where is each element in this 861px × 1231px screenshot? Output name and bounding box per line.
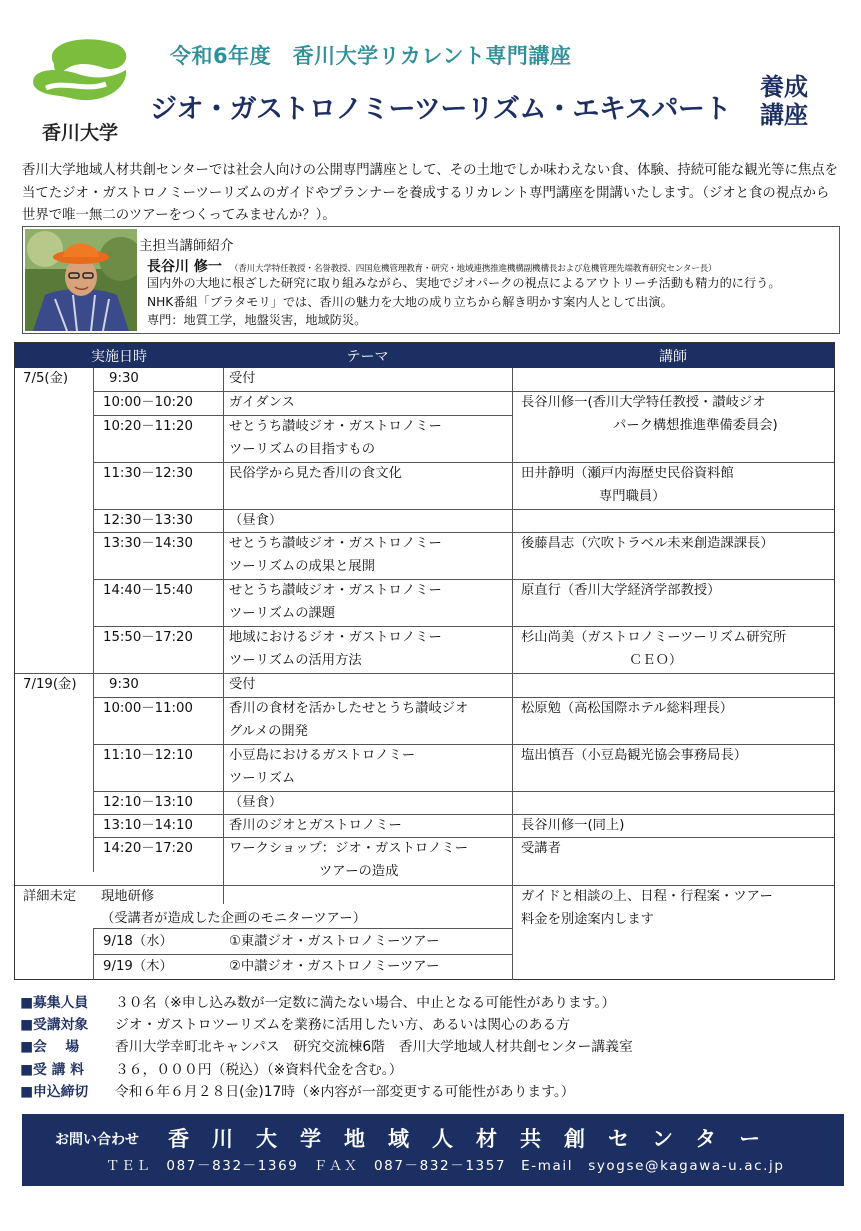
day-label: 詳細未定 <box>23 889 77 904</box>
info-value: ３０名（※申し込み数が一定数に満たない場合、中止となる可能性があります。） <box>115 995 616 1011</box>
session-time: 13:30－14:30 <box>103 536 193 551</box>
session-time: 12:10－13:10 <box>103 795 193 810</box>
session-lecturer: ガイドと相談の上、日程・行程案・ツアー <box>521 889 773 904</box>
info-row <box>20 1081 633 1103</box>
session-lecturer: パーク構想推進準備委員会) <box>613 418 778 433</box>
top-title: 令和6年度 香川大学リカレント専門講座 <box>170 44 572 68</box>
session-theme: せとうち讃岐ジオ・ガストロノミー <box>229 419 442 434</box>
session-lecturer: 長谷川修一(香川大学特任教授・讃岐ジオ <box>521 395 766 410</box>
tour-date: 9/18（水） <box>103 934 173 949</box>
session-lecturer: 専門職員） <box>599 489 666 504</box>
contact-label: お問い合わせ <box>55 1132 139 1148</box>
session-lecturer: 杉山尚美（ガストロノミーツーリズム研究所 <box>521 630 787 645</box>
session-theme: ツーリズム <box>229 771 296 786</box>
session-lecturer: 田井静明（瀬戸内海歴史民俗資料館 <box>521 466 734 481</box>
contact-footer <box>22 1114 844 1186</box>
session-theme: グルメの開発 <box>229 724 308 739</box>
lecturer-bio <box>147 274 781 330</box>
session-time: 10:00－11:00 <box>103 701 193 716</box>
info-value: ３６，０００円（税込）（※資料代金を含む。） <box>115 1061 403 1078</box>
info-row <box>20 1036 633 1058</box>
lecturer-name: 長谷川 修一 <box>147 259 222 275</box>
schedule-header <box>15 343 834 368</box>
field-trip-note: （受講者が造成した企画のモニターツアー） <box>101 911 367 926</box>
session-time: 14:20－17:20 <box>103 841 193 856</box>
lecturer-bio-line: 国内外の大地に根ざした研究に取り組みながら、実地でジオパークの視点によるアウトリーチ活動も精力的に行う。 <box>147 276 781 290</box>
info-label: ■受講対象 <box>20 1017 89 1034</box>
lecturer-box <box>22 226 840 334</box>
info-value: ジオ・ガストロツーリズムを業務に活用したい方、あるいは関心のある方 <box>115 1017 571 1034</box>
session-time: 9:30 <box>109 371 139 386</box>
info-value: 香川大学幸町北キャンパス 研究交流棟6階 香川大学地域人材共創センター講義室 <box>115 1039 633 1056</box>
session-time: 15:50－17:20 <box>103 630 193 645</box>
lecturer-bio-line: 専門：地質工学，地盤災害，地域防災。 <box>147 313 367 327</box>
info-label: ■申込締切 <box>20 1083 89 1100</box>
session-theme: ツーリズムの課題 <box>229 606 336 621</box>
tour-name: ①東讃ジオ・ガストロノミーツアー <box>229 934 440 949</box>
session-lecturer: 後藤昌志（穴吹トラベル未来創造課課長） <box>521 536 774 551</box>
contact-details[interactable]: ＴＥＬ 087－832－1369 ＦＡＸ 087－832－1357 E-mail syogse@kagawa-u.ac.jp <box>106 1158 785 1174</box>
session-time: 10:20－11:20 <box>103 419 193 434</box>
header-theme: テーマ <box>346 349 389 365</box>
session-time: 14:40－15:40 <box>103 583 193 598</box>
session-time: 9:30 <box>109 677 139 692</box>
course-info <box>20 992 633 1103</box>
session-lecturer: 原直行（香川大学経済学部教授） <box>521 583 721 598</box>
lecturer-affiliation: （香川大学特任教授・名誉教授、四国危機管理教育・研究・地域連携推進機構副機構長および危機管理先端教育研究センター長） <box>229 264 717 274</box>
schedule-table <box>14 342 835 980</box>
info-label: ■受 講 料 <box>20 1061 85 1078</box>
tour-date: 9/19（木） <box>103 959 173 974</box>
session-lecturer: 受講者 <box>521 841 561 856</box>
logo-mark-icon <box>24 30 136 120</box>
session-time: 12:30－13:30 <box>103 513 193 528</box>
info-value: 令和６年６月２８日(金)17時（※内容が一部変更する可能性があります。） <box>115 1083 575 1100</box>
field-trip-title: 現地研修 <box>101 889 155 904</box>
header-date: 実施日時 <box>91 349 147 365</box>
session-theme: ワークショップ：ジオ・ガストロノミー <box>229 841 469 856</box>
lecturer-bio-line: NHK番組「ブラタモリ」では、香川の魅力を大地の成り立ちから解き明かす案内人として出演。 <box>147 294 673 309</box>
session-theme: せとうち讃岐ジオ・ガストロノミー <box>229 583 442 598</box>
session-theme: せとうち讃岐ジオ・ガストロノミー <box>229 536 442 551</box>
session-time: 13:10－14:10 <box>103 818 193 833</box>
session-theme: ツアーの造成 <box>319 864 399 879</box>
info-row <box>20 1059 633 1081</box>
session-lecturer: 塩出慎吾（小豆島観光協会事務局長） <box>521 748 748 763</box>
contact-organization: 香川大学地域人材共創センター <box>168 1127 784 1151</box>
session-time: 11:30－12:30 <box>103 466 193 481</box>
session-time: 11:10－12:10 <box>103 748 193 763</box>
logo-text: 香川大学 <box>41 122 118 144</box>
session-theme: 民俗学から見た香川の食文化 <box>229 466 402 481</box>
info-row <box>20 1014 633 1036</box>
session-lecturer: 松原勉（高松国際ホテル総料理長） <box>521 701 734 716</box>
kagawa-university-logo <box>24 30 136 144</box>
tour-name: ②中讃ジオ・ガストロノミーツアー <box>229 959 440 974</box>
session-theme: 受付 <box>229 371 256 386</box>
header-lecturer: 講師 <box>659 349 687 365</box>
session-theme: （昼食） <box>229 795 283 810</box>
session-theme: 香川の食材を活かしたせとうち讃岐ジオ <box>229 701 469 716</box>
info-label: ■会 場 <box>20 1039 80 1056</box>
main-title: ジオ・ガストロノミーツーリズム・エキスパート <box>150 94 731 125</box>
day-label: 7/5(金) <box>23 371 69 386</box>
session-lecturer: ＣＥＯ） <box>629 653 683 668</box>
session-theme: ツーリズムの活用方法 <box>229 653 362 668</box>
main-title-suffix: 養成講座 <box>760 73 808 129</box>
session-theme: （昼食） <box>229 513 283 528</box>
lecturer-heading: 主担当講師紹介 <box>139 238 234 254</box>
session-theme: ガイダンス <box>229 395 295 410</box>
info-row <box>20 992 633 1014</box>
lecturer-photo <box>25 229 137 331</box>
intro-paragraph: 香川大学地域人材共創センターでは社会人向けの公開専門講座として、その土地でしか味わえない食、体験、持続可能な観光等に焦点を当てたジオ・ガストロノミーツーリズムのガイドやプランナーを養成するリカレント専門講座を開講いたします。（ジオと食の視点から世界で唯一無二のツアーをつくってみませんか？）。 <box>22 163 839 223</box>
session-theme: ツーリズムの目指すもの <box>229 442 375 457</box>
session-lecturer: 料金を別途案内します <box>521 912 654 927</box>
session-theme: 香川のジオとガストロノミー <box>229 818 402 833</box>
session-theme: 小豆島におけるガストロノミー <box>229 748 416 763</box>
session-lecturer: 長谷川修一(同上) <box>521 818 625 833</box>
session-time: 10:00－10:20 <box>103 395 193 410</box>
info-label: ■募集人員 <box>20 995 89 1011</box>
session-theme: 地域におけるジオ・ガストロノミー <box>229 630 442 645</box>
lecturer-name-row <box>147 256 716 276</box>
session-theme: ツーリズムの成果と展開 <box>229 559 375 574</box>
day-label: 7/19(金) <box>23 677 77 692</box>
session-theme: 受付 <box>229 677 256 692</box>
